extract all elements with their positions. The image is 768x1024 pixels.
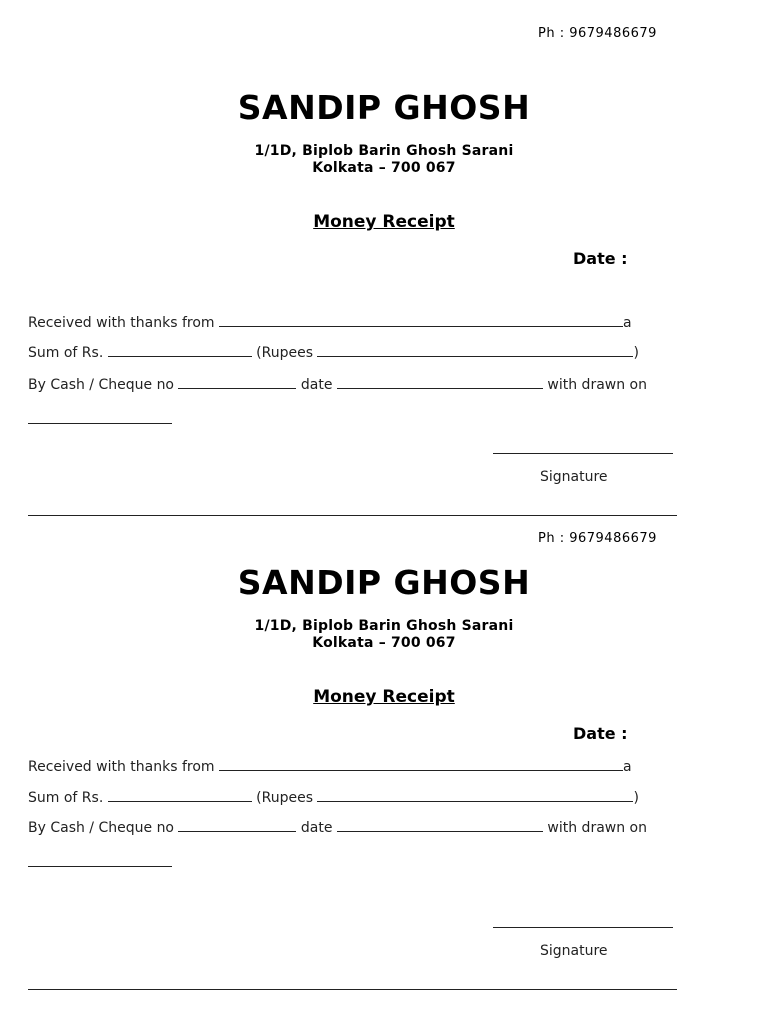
- date-field-label: date: [300, 820, 333, 836]
- drawn-on-label: with drawn on: [547, 820, 647, 836]
- date-label: Date :: [573, 249, 628, 268]
- cheque-row: [28, 820, 647, 836]
- sum-row: [28, 345, 639, 361]
- cut-divider: [28, 515, 677, 516]
- cheque-date-field[interactable]: [337, 387, 543, 389]
- rupees-words-field[interactable]: [317, 800, 633, 802]
- rupees-label: (Rupees: [256, 790, 314, 806]
- cheque-row: [28, 377, 647, 393]
- drawn-on-label: with drawn on: [547, 377, 647, 393]
- cheque-date-field[interactable]: [337, 830, 543, 832]
- business-name: SANDIP GHOSH: [237, 563, 531, 602]
- signature-line[interactable]: [493, 926, 673, 928]
- received-from-suffix: a: [623, 759, 632, 775]
- drawn-on-field[interactable]: [28, 865, 172, 867]
- received-from-suffix: a: [623, 315, 632, 331]
- sum-label: Sum of Rs.: [28, 345, 104, 361]
- phone-number: Ph : 9679486679: [538, 26, 657, 41]
- business-name: SANDIP GHOSH: [237, 88, 531, 127]
- rupees-close: ): [633, 790, 639, 806]
- received-from-field[interactable]: [219, 325, 623, 327]
- signature-label: Signature: [540, 469, 608, 485]
- cheque-number-field[interactable]: [178, 830, 296, 832]
- rupees-close: ): [633, 345, 639, 361]
- receipt-title: Money Receipt: [313, 687, 455, 707]
- rupees-label: (Rupees: [256, 345, 314, 361]
- drawn-on-field[interactable]: [28, 422, 172, 424]
- received-from-row: [28, 759, 632, 775]
- received-from-label: Received with thanks from: [28, 315, 215, 331]
- sum-label: Sum of Rs.: [28, 790, 104, 806]
- address-line-1: 1/1D, Biplob Barin Ghosh Sarani: [254, 143, 514, 159]
- address-line-2: Kolkata – 700 067: [312, 160, 456, 176]
- date-field-label: date: [300, 377, 333, 393]
- rupees-words-field[interactable]: [317, 355, 633, 357]
- signature-line[interactable]: [493, 452, 673, 454]
- sum-amount-field[interactable]: [108, 355, 252, 357]
- sum-amount-field[interactable]: [108, 800, 252, 802]
- address-line-1: 1/1D, Biplob Barin Ghosh Sarani: [254, 618, 514, 634]
- received-from-row: [28, 315, 632, 331]
- address-line-2: Kolkata – 700 067: [312, 635, 456, 651]
- received-from-field[interactable]: [219, 769, 623, 771]
- phone-number: Ph : 9679486679: [538, 531, 657, 546]
- cash-cheque-label: By Cash / Cheque no: [28, 377, 175, 393]
- cheque-number-field[interactable]: [178, 387, 296, 389]
- cash-cheque-label: By Cash / Cheque no: [28, 820, 175, 836]
- cut-divider: [28, 989, 677, 990]
- receipt-title: Money Receipt: [313, 212, 455, 232]
- date-label: Date :: [573, 724, 628, 743]
- signature-label: Signature: [540, 943, 608, 959]
- sum-row: [28, 790, 639, 806]
- received-from-label: Received with thanks from: [28, 759, 215, 775]
